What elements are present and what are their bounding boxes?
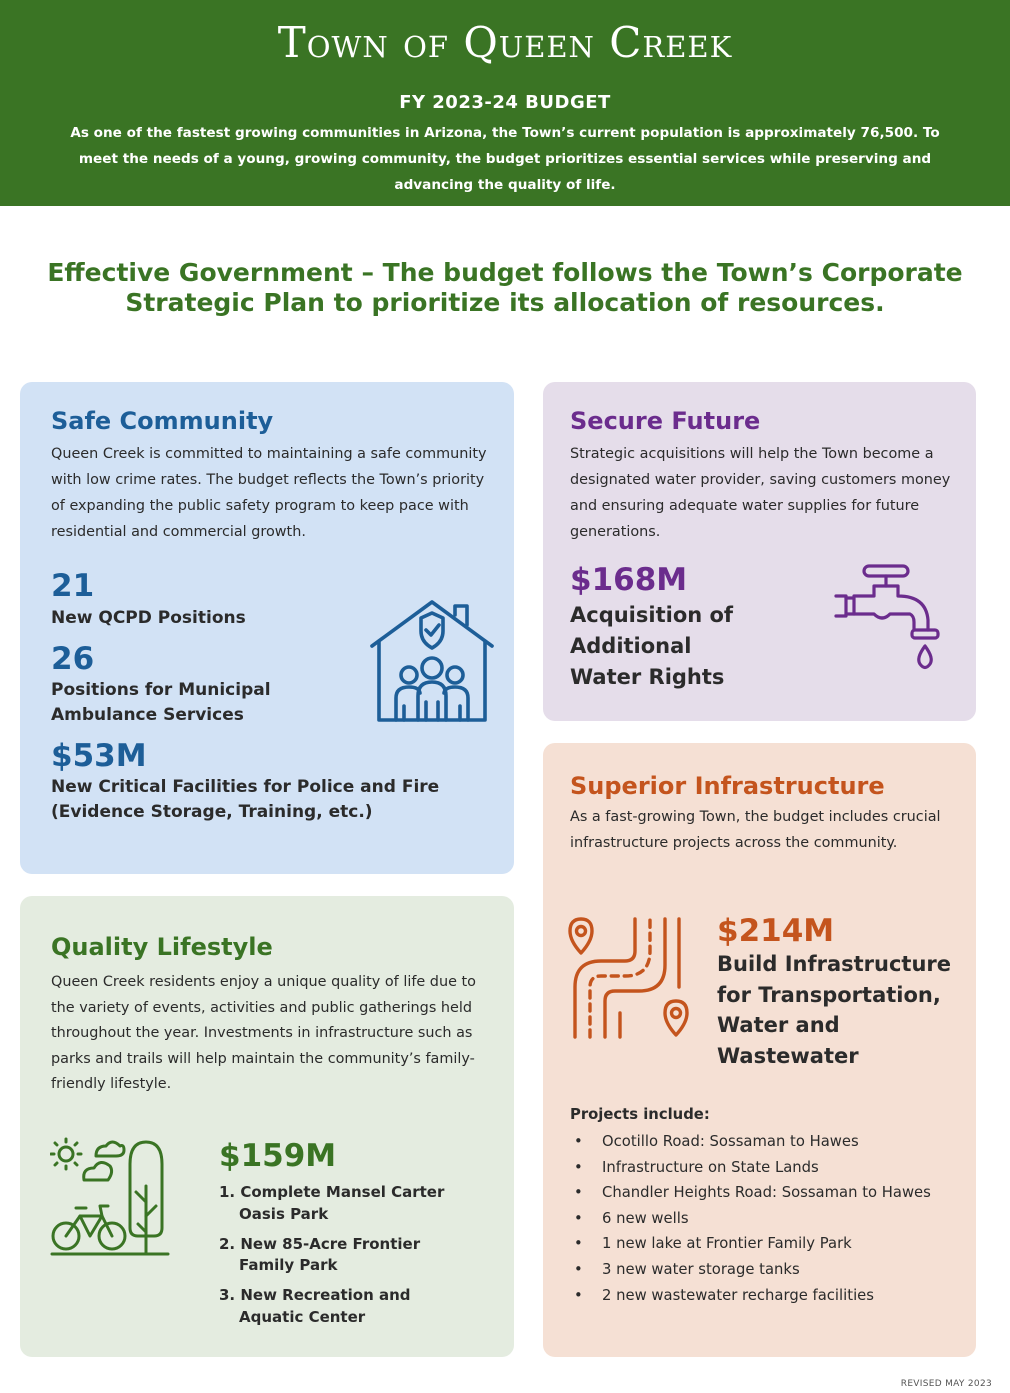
intro-text: As one of the fastest growing communities in Arizona, the Town’s current population is approximately 76,500. To meet the needs of a young, growing community, the budget prioritizes essential services while preserving and advancing the quality of life. bbox=[70, 125, 940, 193]
water-rights-value: $168M bbox=[570, 562, 688, 598]
secure-future-card bbox=[543, 382, 976, 721]
stat-qcpd-label: New QCPD Positions bbox=[51, 608, 246, 628]
list-item: • Ocotillo Road: Sossaman to Hawes bbox=[570, 1129, 970, 1155]
safe-community-card bbox=[20, 382, 514, 874]
page-title: Town of Queen Creek bbox=[277, 18, 733, 67]
quality-projects-list bbox=[219, 1182, 479, 1337]
secure-future-description: Strategic acquisitions will help the Town become a designated water provider, saving customers money and ensuring adequate water supplies for future generations. bbox=[570, 446, 951, 540]
road-route-pins-icon bbox=[567, 917, 689, 1039]
water-faucet-icon bbox=[834, 564, 948, 674]
superior-infrastructure-description: As a fast-growing Town, the budget includes crucial infrastructure projects across the community. bbox=[570, 809, 941, 851]
stat-facilities-label: New Critical Facilities for Police and Fire (Evidence Storage, Training, etc.) bbox=[51, 777, 440, 822]
infrastructure-value: $214M bbox=[717, 913, 835, 949]
projects-heading: Projects include: bbox=[570, 1106, 710, 1123]
infrastructure-label: Build Infrastructure for Transportation, Water and Wastewater bbox=[717, 952, 952, 1068]
stat-qcpd-value: 21 bbox=[51, 568, 95, 604]
list-item: 3. New Recreation and Aquatic Center bbox=[219, 1286, 411, 1326]
superior-infrastructure-card bbox=[543, 743, 976, 1357]
water-rights-label: Acquisition of Additional Water Rights bbox=[570, 603, 734, 689]
safe-community-title: Safe Community bbox=[51, 407, 274, 435]
list-item: 2. New 85-Acre Frontier Family Park bbox=[219, 1234, 421, 1274]
section-headline: Effective Government – The budget follows the Town’s Corporate Strategic Plan to prioritize its allocation of resources. bbox=[47, 258, 963, 317]
safe-community-description: Queen Creek is committed to maintaining a safe community with low crime rates. The budget reflects the Town’s priority of expanding the public safety program to keep pace with residential and commercial growth. bbox=[51, 446, 487, 540]
park-bicycle-tree-icon bbox=[50, 1136, 170, 1258]
list-item: • 2 new wastewater recharge facilities bbox=[570, 1283, 970, 1309]
quality-value: $159M bbox=[219, 1138, 337, 1174]
list-item: • 3 new water storage tanks bbox=[570, 1257, 970, 1283]
list-item: • 6 new wells bbox=[570, 1206, 970, 1232]
stat-ambulance-value: 26 bbox=[51, 641, 95, 677]
budget-title: FY 2023-24 BUDGET bbox=[399, 92, 611, 113]
list-item: 1. Complete Mansel Carter Oasis Park bbox=[219, 1183, 445, 1223]
projects-list bbox=[570, 1129, 970, 1308]
quality-lifestyle-title: Quality Lifestyle bbox=[51, 933, 273, 961]
quality-lifestyle-description: Queen Creek residents enjoy a unique quality of life due to the variety of events, activities and public gatherings held throughout the year. Investments in infrastructure such as parks and trails will help maintain the community’s family-friendly lifestyle. bbox=[51, 974, 476, 1092]
stat-facilities-value: $53M bbox=[51, 738, 147, 774]
list-item: • Infrastructure on State Lands bbox=[570, 1155, 970, 1181]
secure-future-title: Secure Future bbox=[570, 407, 761, 435]
stat-ambulance-label: Positions for Municipal Ambulance Services bbox=[51, 680, 271, 725]
list-item: • Chandler Heights Road: Sossaman to Hawes bbox=[570, 1180, 970, 1206]
header-banner bbox=[0, 0, 1010, 206]
quality-lifestyle-card bbox=[20, 896, 514, 1357]
house-shield-family-icon bbox=[369, 598, 495, 724]
list-item: • 1 new lake at Frontier Family Park bbox=[570, 1231, 970, 1257]
revised-date: REVISED MAY 2023 bbox=[900, 1379, 992, 1389]
superior-infrastructure-title: Superior Infrastructure bbox=[570, 772, 885, 800]
